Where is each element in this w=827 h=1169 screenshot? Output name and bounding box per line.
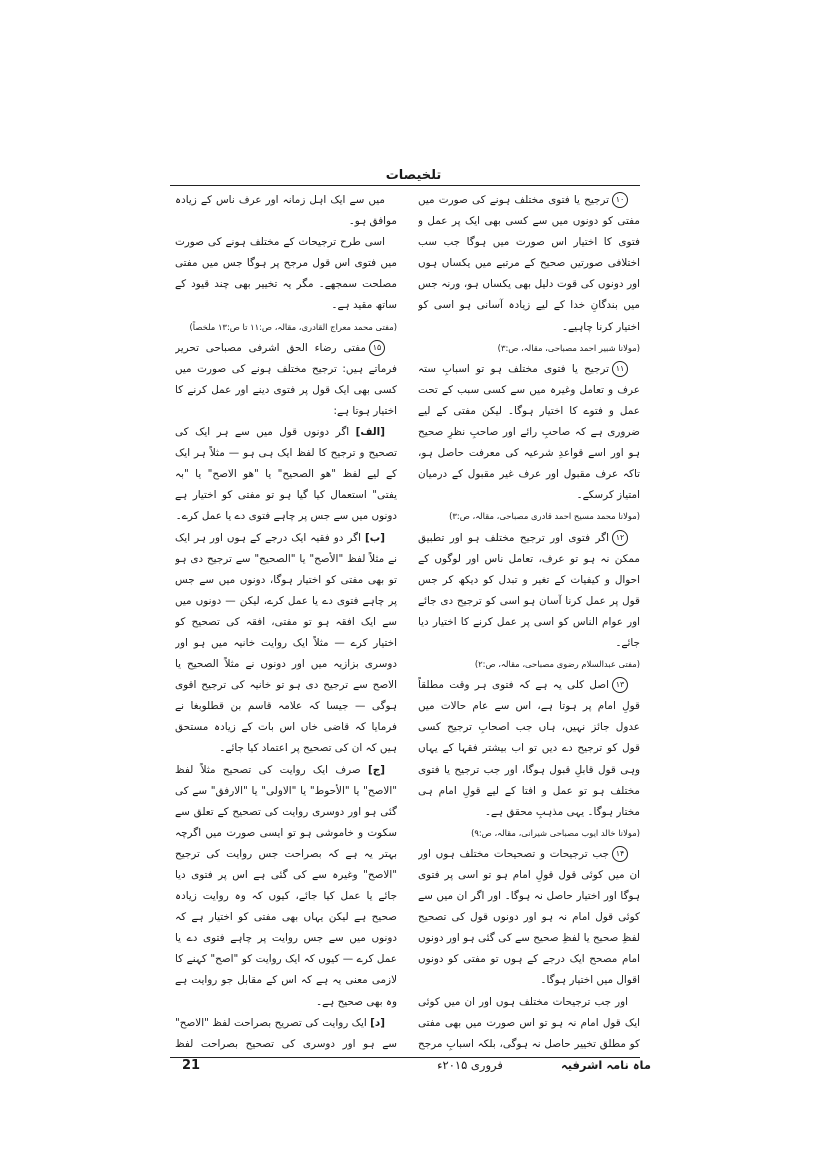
paragraph-text: اور جب ترجیحات مختلف ہوں اور ان میں کوئی ایک قول امام نہ ہو تو اس صورت میں بھی مفتی کو مطلق تخییر حاصل نہ ہوگی، بلکہ اسبابِ مرجح: [418, 995, 640, 1050]
paragraph: [175, 232, 397, 316]
paragraph: [175, 760, 397, 1013]
paragraph-text: اگر دو فقیہ ایک درجے کے ہوں اور ہر ایک نے مثلاً لفظ "الأصح" یا "الصحیح" سے ترجیح دی ہو تو بھی مفتی کو اختیار ہوگا، دونوں میں سے جس پر چاہے فتوی دے یا عمل کرے، لیکن — دونوں میں سے ایک افقہ ہو تو مفتی، افقہ کی تصحیح کو اختیار کرے — مثلاً ایک روایت خانیہ میں ہو اور دوسری بزازیہ میں اور دونوں نے مثلاً الصحیح یا الاصح سے ترجیح دی ہو تو خانیہ کی ترجیح اقوی ہوگی — جیسا کہ علامہ قاسم بن قطلوبغا نے فرمایا کہ قاضی خاں اس بات کے زیادہ مستحق ہیں کہ ان کی تصحیح پر اعتماد کیا جائے۔: [175, 531, 397, 755]
paragraph: [418, 528, 640, 655]
paragraph-text: ترجیح یا فتوی مختلف ہونے کی صورت میں مفتی کو دونوں میں سے کسی بھی ایک پر عمل و فتوی کا اختیار اس صورت میں ہوگا جب سب اختلافی صورتیں صحیح کے مرتبے میں یکساں ہوں اور دونوں کی قوت دلیل بھی یکساں ہو، ورنہ جس میں بندگانِ خدا کے لیے زیادہ آسانی ہو اسی کو اختیار کرنا چاہیے۔: [418, 194, 640, 333]
issue-date: فروری ۲۰۱۵ء: [437, 1058, 503, 1072]
clause-label: [ب]: [365, 531, 385, 544]
header-rule: [170, 185, 640, 186]
paragraph-text: ایک روایت کی تصریح بصراحت لفظ "الاصح" سے ہو اور دوسری کی تصحیح بصراحت لفظ: [175, 1016, 397, 1050]
page-title: تلخیصات: [385, 168, 442, 183]
citation: (مفتی محمد معراج القادری، مقالہ، ص:۱۱ تا ص:۱۳ ملخصاً): [189, 321, 397, 332]
paragraph: [175, 1013, 397, 1052]
paragraph: [175, 338, 397, 422]
paragraph-number: ۱۳: [612, 677, 628, 693]
citation: (مولانا شبیر احمد مصباحی، مقالہ، ص:۳): [497, 342, 640, 353]
paragraph-number: ۱۴: [612, 846, 628, 862]
paragraph: [418, 675, 640, 823]
clause-label: [الف]: [355, 426, 385, 439]
paragraph-text: ترجیح یا فتوی مختلف ہو تو اسبابِ ستہ عرف و تعامل وغیرہ میں سے کسی سبب کے تحت عمل و فتوے کا اختیار ہوگا۔ لیکن مفتی کے لیے ضروری ہے کہ صاحبِ رائے اور صاحبِ نظرِ صحیح ہو اور اسے قواعدِ شرعیہ کی معرفت حاصل ہو، تاکہ عرف مقبول اور عرف غیر مقبول کے درمیان امتیاز کرسکے۔: [418, 362, 640, 502]
citation: (مولانا خالد ایوب مصباحی شیرانی، مقالہ، ص:۹): [471, 827, 640, 838]
paragraph-text: اصل کلی یہ ہے کہ فتوی ہر وقت مطلقاً قولِ امام پر ہوتا ہے، اس سے عام حالات میں عدول جائز نہیں، ہاں جب اصحابِ ترجیح کسی قول کو ترجیح دے دیں تو اب بیشتر فقہا کے یہاں وہی قول قابلِ قبول ہوگا، اور جب ترجیح یا فتوی مختلف ہو تو عمل و افتا کے لیے قولِ امام ہی مختار ہوگا۔ یہی مذہبِ محقق ہے۔: [418, 679, 640, 818]
paragraph: [175, 528, 397, 760]
paragraph-number: ۱۲: [612, 530, 628, 546]
paragraph-text: اگر فتوی اور ترجیح مختلف ہو اور تطبیق ممکن نہ ہو تو عرف، تعامل ناس اور لوگوں کے احوال و کیفیات کے تغیر و تبدل کو دیکھ کر جس قول پر عمل کرنا آسان ہو اسی کو ترجیح دی جائے اور عوام الناس کو اسی پر عمل کرنے کا اختیار دیا جائے۔: [418, 531, 640, 649]
left-column: [175, 190, 397, 1052]
paragraph: [418, 844, 640, 992]
citation: (مفتی عبدالسلام رضوی مصباحی، مقالہ، ص:۲): [474, 659, 640, 670]
paragraph: [175, 190, 397, 232]
paragraph: [418, 190, 640, 338]
paragraph: [418, 359, 640, 507]
magazine-name: ماہ نامہ اشرفیہ: [560, 1058, 651, 1072]
clause-label: [د]: [370, 1016, 385, 1029]
paragraph-text: اسی طرح ترجیحات کے مختلف ہونے کی صورت میں فتوی اس قول مرجح پر ہوگا جس میں مفتی مصلحت سمجھے۔ مگر یہ تخییر بھی چند قیود کے ساتھ مقید ہے۔: [175, 236, 397, 312]
paragraph-text: مفتی رضاء الحق اشرفی مصباحی تحریر فرماتے ہیں: ترجیح مختلف ہونے کی صورت میں کسی بھی ایک قول پر فتوی دینے اور عمل کرنے کا اختیار ہوتا ہے:: [175, 341, 397, 417]
paragraph-text: صرف ایک روایت کی تصحیح مثلاً لفظ "الاصح" یا "الأحوط" یا "الاولی" یا "الارفق" سے کی گئی ہو اور دوسری روایت کی تصحیح کے تعلق سے سکوت و خاموشی ہو تو ایسی صورت میں اگرچہ بہتر یہ ہے کہ بصراحت جس روایت کی ترجیح "الاصح" وغیرہ سے کی گئی ہے اس پر فتوی دیا جائے یا عمل کیا جائے، کیوں کہ وہ روایت زیادہ صحیح ہے لیکن یہاں بھی مفتی کو اختیار ہے کہ دونوں میں سے جس روایت پر چاہے فتوی دے یا عمل کرے — کیوں کہ ایک روایت کو "اصح" کہنے کا لازمی معنی یہ ہے کہ اس کے مقابل جو روایت ہے وہ بھی صحیح ہے۔: [175, 763, 397, 1008]
right-column: [418, 190, 640, 1052]
paragraph-number: ۱۰: [612, 192, 628, 208]
citation: (مولانا محمد مسیح احمد قادری مصباحی، مقالہ، ص:۳): [449, 511, 640, 522]
paragraph-text: جب ترجیحات و تصحیحات مختلف ہوں اور ان میں کوئی قول قولِ امام ہو تو اسی پر فتوی ہوگا اور اختیار حاصل نہ ہوگا۔ اور اگر ان میں سے کوئی قول امام نہ ہو اور دونوں قول کی تصحیح لفظِ صحیح یا لفظِ صحیح سے کی گئی ہو اور دونوں امام مصحح ایک درجے کے ہوں تو مفتی کو دونوں اقوال میں اختیار ہوگا۔: [418, 847, 640, 987]
page-number: 21: [182, 1058, 201, 1073]
paragraph-number: ۱۱: [612, 361, 628, 377]
paragraph-number: ۱۵: [369, 340, 385, 356]
paragraph: [418, 992, 640, 1052]
paragraph-text: اگر دونوں قول میں سے ہر ایک کی تصحیح و ترجیح کا لفظ ایک ہی ہو — مثلاً ہر ایک کے لیے لفظ "ھو الصحیح" یا "ھو الاصح" یا "بہ یفتی" استعمال کیا گیا ہو تو مفتی کو اختیار ہے دونوں میں سے جس پر چاہے فتوی دے یا عمل کرے۔: [175, 426, 397, 523]
clause-label: [ج]: [368, 763, 385, 776]
paragraph: [175, 422, 397, 527]
paragraph-text: میں سے ایک اہل زمانہ اور عرف ناس کے زیادہ موافق ہو۔: [175, 194, 397, 228]
